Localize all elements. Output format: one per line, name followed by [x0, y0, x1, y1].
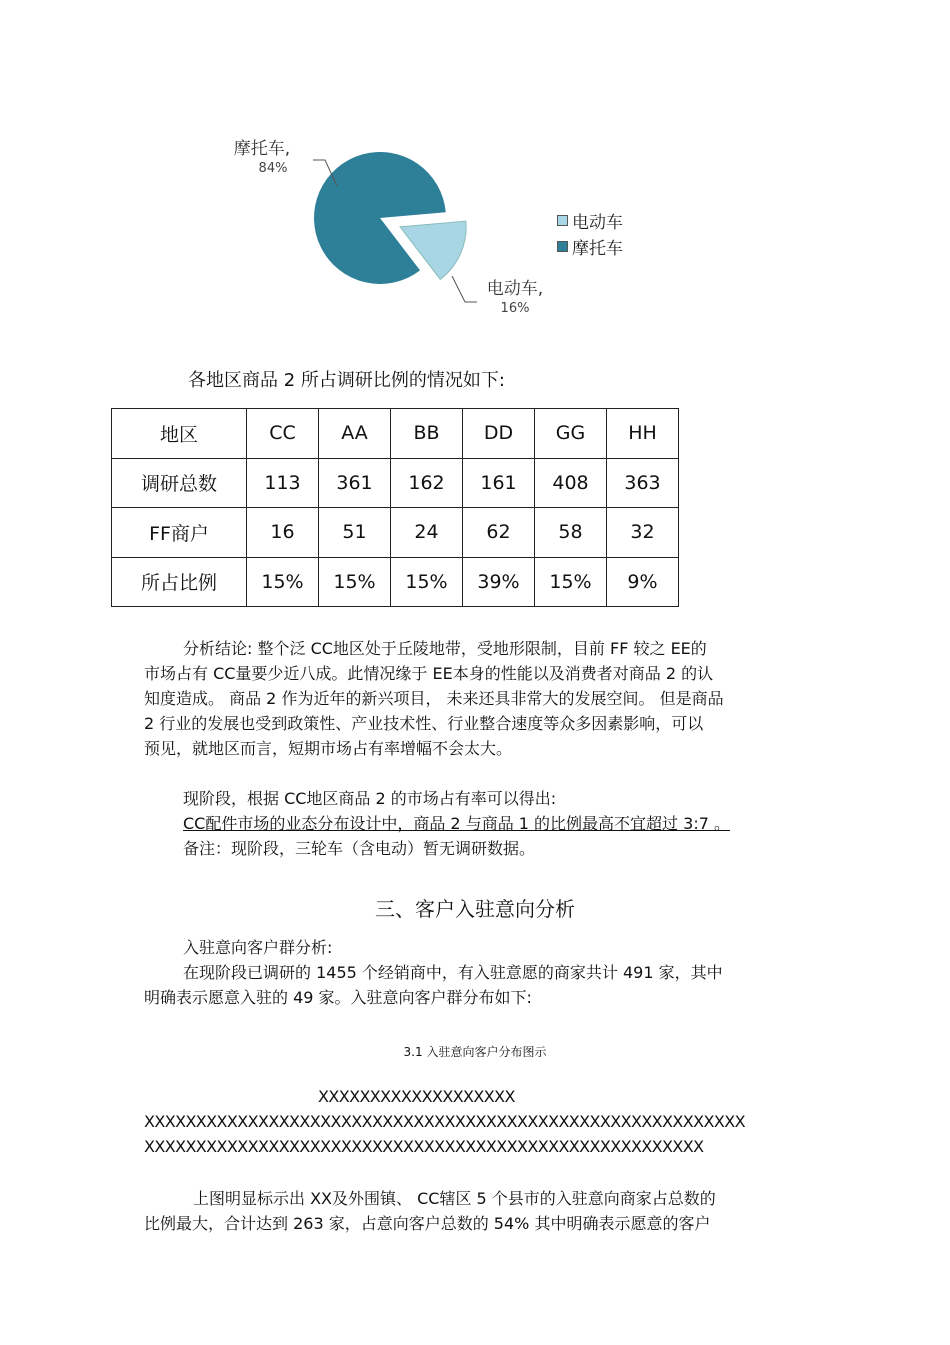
table-header-cell: AA [319, 409, 391, 459]
table-cell: 32 [607, 508, 679, 558]
table-header-cell: 地区 [112, 409, 247, 459]
section-heading: 三、客户入驻意向分析 [375, 897, 575, 921]
analysis-line: 分析结论: 整个泛 CC地区处于丘陵地带，受地形限制，目前 FF 较之 EE的 [183, 639, 707, 658]
conclusion-key-line: CC配件市场的业态分布设计中，商品 2 与商品 1 的比例最高不宜超过 3:7 。 [183, 814, 730, 833]
data-label-motorcycle-pct: 84% [258, 161, 288, 176]
legend-label-ebike: 电动车 [572, 213, 623, 233]
table-cell: 调研总数 [112, 458, 247, 508]
table-cell: 15% [319, 557, 391, 607]
table-header-cell: GG [535, 409, 607, 459]
table-caption: 各地区商品 2 所占调研比例的情况如下: [188, 370, 505, 391]
data-label-ebike [480, 280, 550, 318]
section-paragraph-line: 明确表示愿意入驻的 49 家。入驻意向客户群分布如下: [144, 988, 532, 1007]
data-label-ebike-name: 电动车, [486, 279, 544, 299]
legend-swatch-motorcycle [557, 241, 568, 252]
table-cell: 15% [535, 557, 607, 607]
table-cell: 363 [607, 458, 679, 508]
data-label-motorcycle [227, 140, 297, 178]
section-paragraph-line: 比例最大，合计达到 263 家，占意向客户总数的 54% 其中明确表示愿意的客户 [144, 1214, 711, 1233]
leader-line-ebike [452, 276, 477, 302]
pie-chart [215, 128, 655, 328]
legend-label-motorcycle: 摩托车 [572, 239, 623, 259]
section-paragraph-line: 在现阶段已调研的 1455 个经销商中，有入驻意愿的商家共计 491 家，其中 [183, 963, 723, 982]
table-cell: 408 [535, 458, 607, 508]
section-subheading: 入驻意向客户群分析: [183, 938, 333, 957]
table-cell: 24 [391, 508, 463, 558]
table-header-row [112, 409, 679, 459]
table-cell: 162 [391, 458, 463, 508]
table-cell: 所占比例 [112, 557, 247, 607]
legend-item-motorcycle [557, 234, 623, 259]
placeholder-line: XXXXXXXXXXXXXXXXXXXXXXXXXXXXXXXXXXXXXXXXXXXXXXXXXXXXXX [144, 1137, 704, 1156]
table-cell: 62 [463, 508, 535, 558]
table-header-cell: HH [607, 409, 679, 459]
table-header-cell: DD [463, 409, 535, 459]
table-header-cell: CC [247, 409, 319, 459]
analysis-line: 预见，就地区而言，短期市场占有率增幅不会太大。 [144, 739, 513, 758]
conclusion-line: 现阶段，根据 CC地区商品 2 的市场占有率可以得出: [183, 789, 557, 808]
table-cell: 58 [535, 508, 607, 558]
analysis-line: 2 行业的发展也受到政策性、产业技术性、行业整合速度等众多因素影响，可以 [144, 714, 704, 733]
table-header-cell: BB [391, 409, 463, 459]
table-cell: 16 [247, 508, 319, 558]
placeholder-line: XXXXXXXXXXXXXXXXXXX [318, 1087, 515, 1106]
data-table [111, 408, 679, 607]
table-row [112, 508, 679, 558]
table-row [112, 557, 679, 607]
analysis-line: 市场占有 CC量要少近八成。此情况缘于 EE本身的性能以及消费者对商品 2 的认 [144, 664, 714, 683]
table-cell: 113 [247, 458, 319, 508]
placeholder-line: XXXXXXXXXXXXXXXXXXXXXXXXXXXXXXXXXXXXXXXXXXXXXXXXXXXXXXXXXX [144, 1112, 745, 1131]
table-cell: FF商户 [112, 508, 247, 558]
pie-slice-motorcycle [314, 152, 446, 284]
table-row [112, 458, 679, 508]
table-cell: 15% [391, 557, 463, 607]
section-paragraph-line: 上图明显标示出 XX及外围镇、 CC辖区 5 个县市的入驻意向商家占总数的 [193, 1189, 716, 1208]
conclusion-note: 备注：现阶段，三轮车（含电动）暂无调研数据。 [183, 839, 536, 858]
legend-item-ebike [557, 208, 623, 233]
table-cell: 51 [319, 508, 391, 558]
table-cell: 161 [463, 458, 535, 508]
data-label-ebike-pct: 16% [500, 301, 530, 316]
table-cell: 361 [319, 458, 391, 508]
table-cell: 39% [463, 557, 535, 607]
table-cell: 9% [607, 557, 679, 607]
analysis-line: 知度造成。 商品 2 作为近年的新兴项目， 未来还具非常大的发展空间。 但是商品 [144, 689, 724, 708]
legend-swatch-ebike [557, 215, 568, 226]
data-label-motorcycle-name: 摩托车, [233, 139, 291, 159]
table-cell: 15% [247, 557, 319, 607]
figure-caption: 3.1 入驻意向客户分布图示 [403, 1045, 547, 1059]
